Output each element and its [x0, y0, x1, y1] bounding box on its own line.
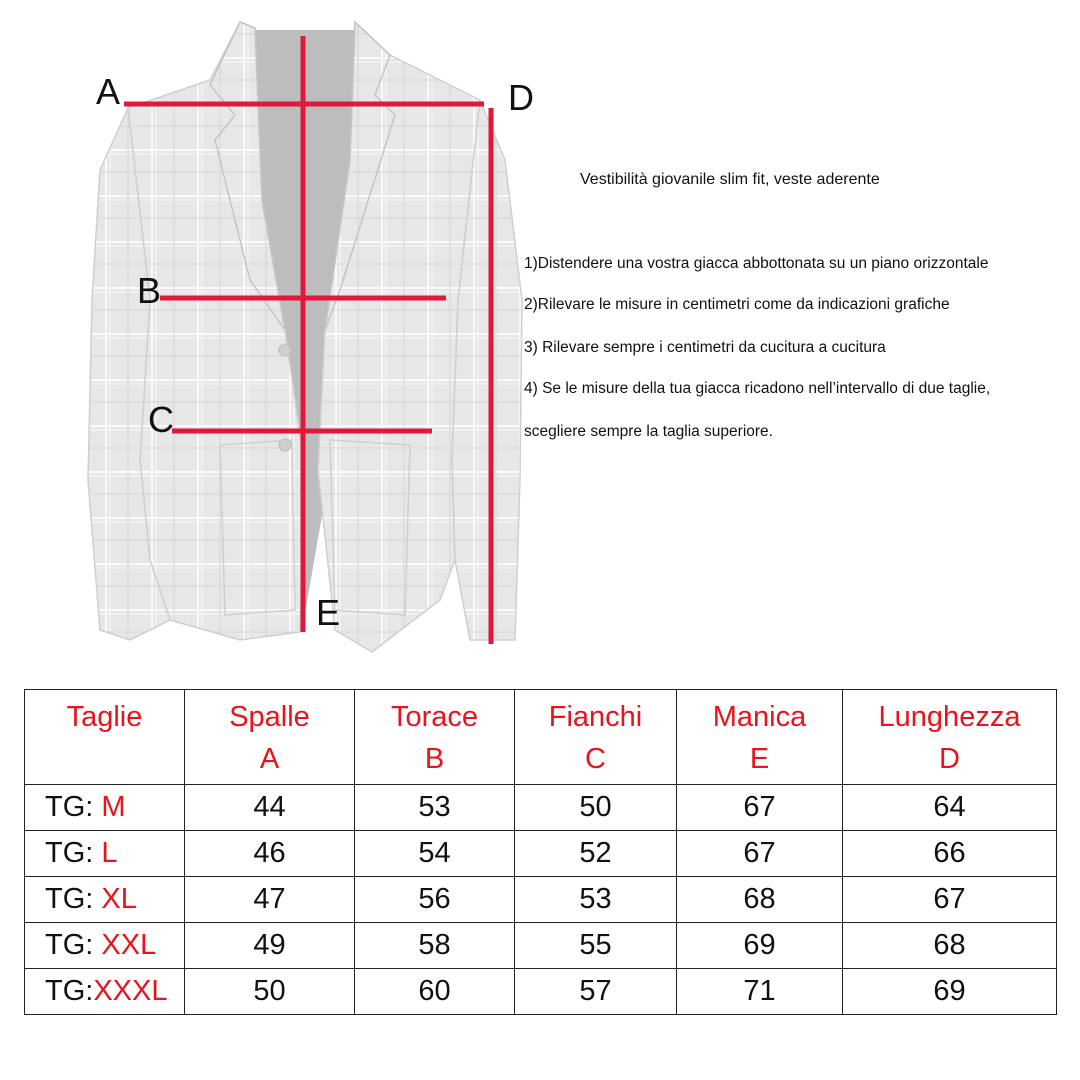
label-e: E	[316, 592, 341, 633]
cell-fianchi: 52	[515, 831, 677, 877]
table-row	[25, 831, 1057, 877]
header-lunghezza: Lunghezza D	[843, 690, 1057, 785]
instruction-step-4: 4) Se le misure della tua giacca ricadono nell’intervallo di due taglie,	[524, 380, 991, 397]
cell-manica: 69	[677, 923, 843, 969]
cell-torace: 58	[355, 923, 515, 969]
table-row	[25, 923, 1057, 969]
cell-manica: 67	[677, 785, 843, 831]
cell-manica: 68	[677, 877, 843, 923]
cell-torace: 60	[355, 969, 515, 1015]
cell-spalle: 49	[185, 923, 355, 969]
size-table	[24, 689, 1057, 1015]
size-label: TG: XL	[25, 877, 185, 923]
label-c: C	[148, 399, 174, 440]
cell-lunghezza: 66	[843, 831, 1057, 877]
cell-manica: 71	[677, 969, 843, 1015]
header-torace: Torace B	[355, 690, 515, 785]
cell-fianchi: 50	[515, 785, 677, 831]
cell-torace: 53	[355, 785, 515, 831]
instruction-step-3: 3) Rilevare sempre i centimetri da cucitura a cucitura	[524, 339, 886, 356]
label-b: B	[137, 270, 162, 311]
header-fianchi: Fianchi C	[515, 690, 677, 785]
label-d: D	[508, 77, 534, 118]
size-label: TG: XXL	[25, 923, 185, 969]
size-label: TG:XXXL	[25, 969, 185, 1015]
instruction-step-4-cont: scegliere sempre la taglia superiore.	[524, 423, 773, 440]
jacket-illustration	[0, 0, 560, 680]
cell-manica: 67	[677, 831, 843, 877]
cell-spalle: 46	[185, 831, 355, 877]
header-taglie: Taglie	[25, 690, 185, 785]
header-spalle: Spalle A	[185, 690, 355, 785]
size-label: TG: M	[25, 785, 185, 831]
table-row	[25, 969, 1057, 1015]
cell-spalle: 44	[185, 785, 355, 831]
cell-lunghezza: 69	[843, 969, 1057, 1015]
jacket-button-top	[279, 344, 291, 356]
cell-fianchi: 55	[515, 923, 677, 969]
cell-torace: 54	[355, 831, 515, 877]
table-row	[25, 877, 1057, 923]
size-table-header	[25, 690, 1057, 785]
instruction-step-1: 1)Distendere una vostra giacca abbottonata su un piano orizzontale	[524, 255, 989, 272]
jacket-diagram	[0, 0, 560, 680]
cell-torace: 56	[355, 877, 515, 923]
cell-spalle: 47	[185, 877, 355, 923]
header-manica: Manica E	[677, 690, 843, 785]
cell-fianchi: 53	[515, 877, 677, 923]
label-a: A	[96, 71, 121, 112]
instruction-step-2: 2)Rilevare le misure in centimetri come da indicazioni grafiche	[524, 296, 950, 313]
fit-description: Vestibilità giovanile slim fit, veste aderente	[580, 171, 880, 188]
cell-lunghezza: 68	[843, 923, 1057, 969]
jacket-button-bottom	[279, 439, 291, 451]
cell-spalle: 50	[185, 969, 355, 1015]
cell-lunghezza: 64	[843, 785, 1057, 831]
cell-lunghezza: 67	[843, 877, 1057, 923]
table-row	[25, 785, 1057, 831]
cell-fianchi: 57	[515, 969, 677, 1015]
size-label: TG: L	[25, 831, 185, 877]
